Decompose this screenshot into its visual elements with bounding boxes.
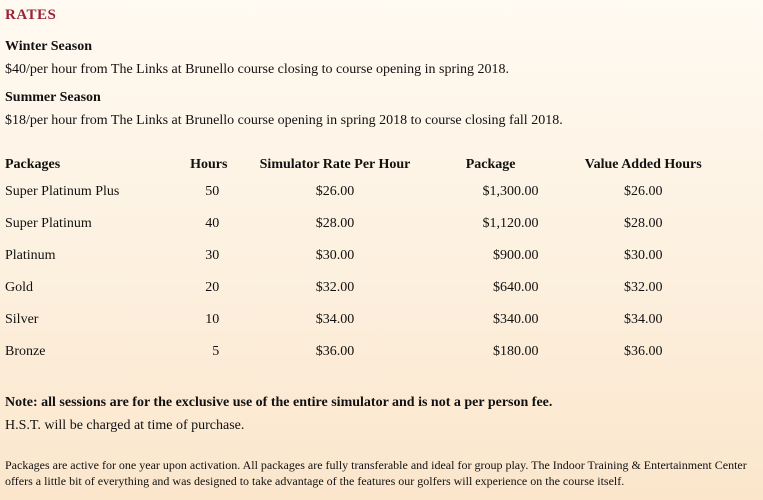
table-row [5, 336, 735, 368]
rate-cell: $32.00 [315, 280, 355, 295]
value-added-cell: $30.00 [623, 248, 663, 263]
exclusive-use-note: Note: all sessions are for the exclusive use of the entire simulator and is not a per person fee. [5, 395, 553, 410]
table-row [5, 272, 735, 304]
package-name-cell: Silver [5, 312, 39, 327]
summer-season-description: $18/per hour from The Links at Brunello course opening in spring 2018 to course closing fall 2018. [5, 113, 563, 128]
header-simulator-rate: Simulator Rate Per Hour [259, 157, 411, 172]
hours-cell: 20 [205, 280, 220, 295]
table-row [5, 176, 735, 208]
rates-section [5, 6, 761, 488]
header-packages: Packages [5, 157, 61, 172]
package-price-cell: $640.00 [492, 280, 539, 295]
package-price-cell: $180.00 [492, 344, 539, 359]
rate-cell: $26.00 [315, 184, 355, 199]
value-added-cell: $28.00 [623, 216, 663, 231]
hours-cell: 40 [205, 216, 220, 231]
value-added-cell: $32.00 [623, 280, 663, 295]
package-price-cell: $1,120.00 [482, 216, 539, 231]
package-price-cell: $340.00 [492, 312, 539, 327]
rate-cell: $28.00 [315, 216, 355, 231]
value-added-cell: $26.00 [623, 184, 663, 199]
summer-season-block [5, 89, 761, 130]
rate-cell: $30.00 [315, 248, 355, 263]
package-name-cell: Platinum [5, 248, 56, 263]
package-name-cell: Bronze [5, 344, 46, 359]
table-row [5, 208, 735, 240]
rate-cell: $34.00 [315, 312, 355, 327]
package-name-cell: Super Platinum [5, 216, 92, 231]
package-name-cell: Super Platinum Plus [5, 184, 120, 199]
winter-season-description: $40/per hour from The Links at Brunello course closing to course opening in spring 2018. [5, 62, 510, 77]
rates-heading: RATES [5, 7, 57, 23]
hours-cell: 30 [205, 248, 220, 263]
hst-note: H.S.T. will be charged at time of purchase. [5, 418, 245, 433]
summer-season-title: Summer Season [5, 90, 101, 105]
value-added-cell: $36.00 [623, 344, 663, 359]
winter-season-title: Winter Season [5, 39, 92, 54]
table-row [5, 240, 735, 272]
package-price-cell: $900.00 [492, 248, 539, 263]
hours-cell: 10 [205, 312, 220, 327]
hours-cell: 5 [212, 344, 220, 359]
package-price-cell: $1,300.00 [482, 184, 539, 199]
table-row [5, 304, 735, 336]
value-added-cell: $34.00 [623, 312, 663, 327]
hours-cell: 50 [205, 184, 220, 199]
table-header-row [5, 154, 735, 176]
header-value-added-hours: Value Added Hours [584, 157, 702, 172]
package-name-cell: Gold [5, 280, 33, 295]
packages-info-note: Packages are active for one year upon activation. All packages are fully transferable and ideal for group play. The Indoor Training & Entertainment Center offers a little bit of everything and was designed to take advantage of the features our golfers will experience on the course itself. [5, 458, 747, 488]
rate-cell: $36.00 [315, 344, 355, 359]
winter-season-block [5, 38, 761, 79]
packages-table [5, 154, 735, 368]
header-hours: Hours [190, 157, 228, 172]
header-package-price: Package [465, 157, 516, 172]
